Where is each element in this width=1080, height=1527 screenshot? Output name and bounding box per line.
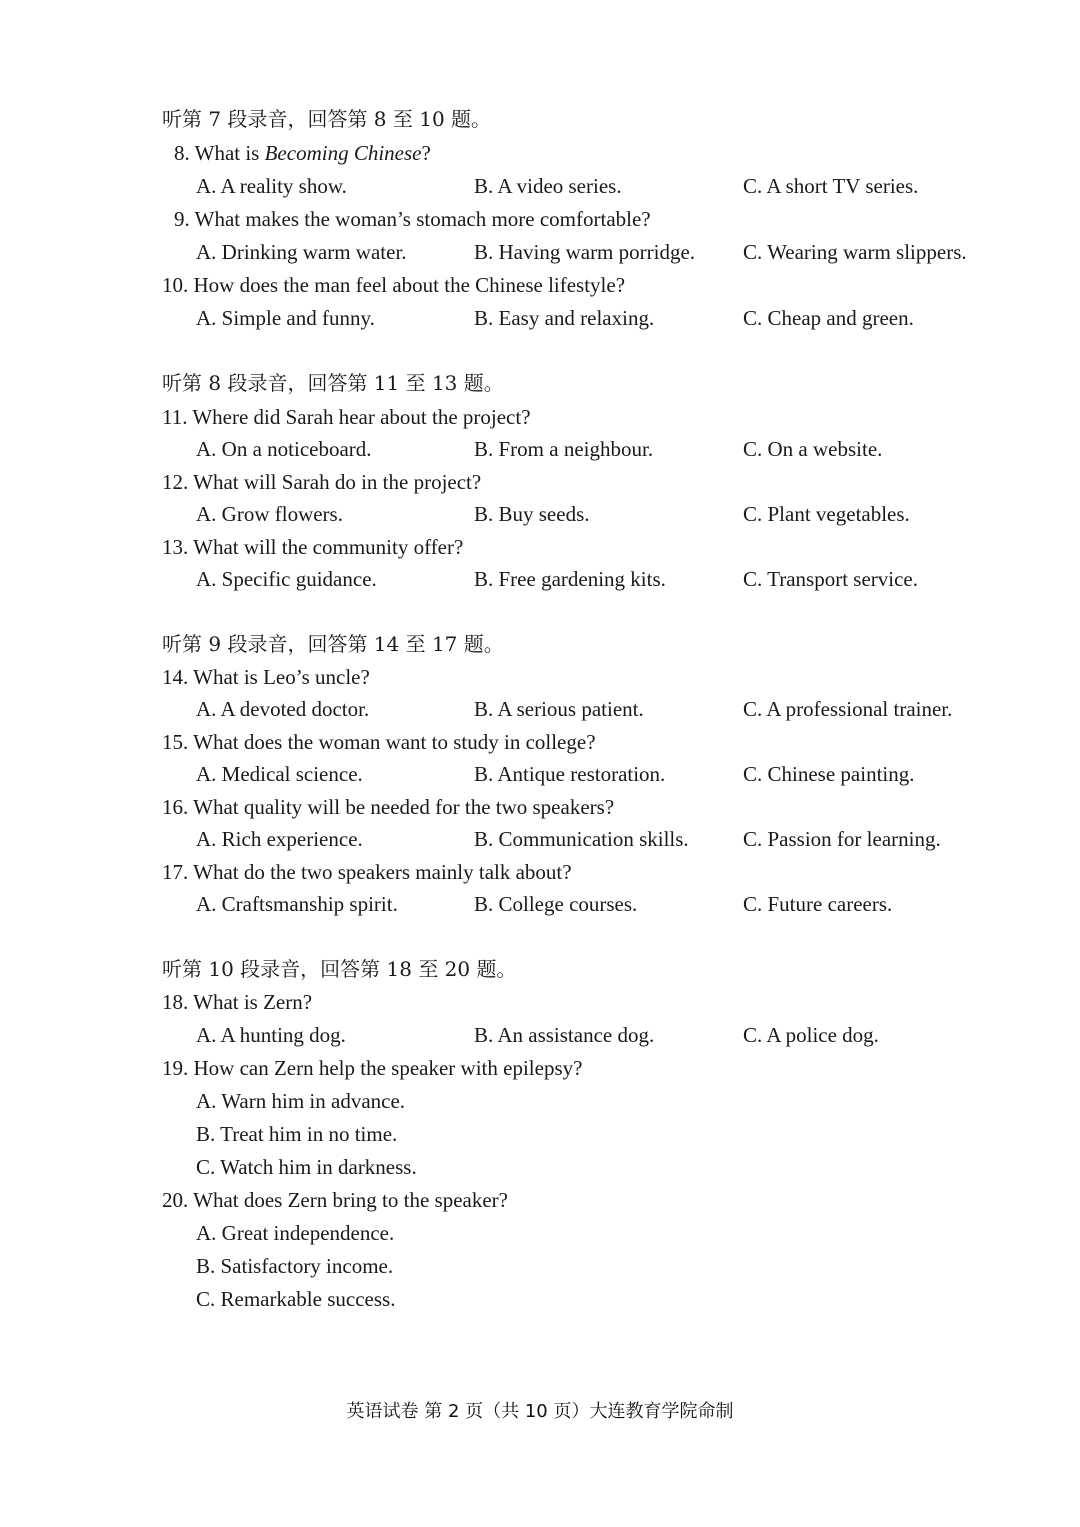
question-stem: 15. What does the woman want to study in college? bbox=[162, 730, 596, 754]
option-a: A. Craftsmanship spirit. bbox=[196, 892, 398, 916]
option-b: B. Antique restoration. bbox=[474, 762, 666, 786]
option-a: A. Rich experience. bbox=[196, 827, 363, 851]
question-stem: 10. How does the man feel about the Chinese lifestyle? bbox=[162, 273, 626, 297]
option-b: B. Satisfactory income. bbox=[196, 1254, 394, 1278]
section-header: 听第 9 段录音，回答第 14 至 17 题。 bbox=[162, 632, 504, 656]
option-c: C. Watch him in darkness. bbox=[196, 1155, 417, 1179]
question-stem: 20. What does Zern bring to the speaker? bbox=[162, 1188, 508, 1212]
question-stem bbox=[174, 140, 431, 166]
option-c: C. A short TV series. bbox=[743, 174, 919, 198]
option-a: A. On a noticeboard. bbox=[196, 437, 372, 461]
option-c: C. A professional trainer. bbox=[743, 697, 953, 721]
option-a: A. Simple and funny. bbox=[196, 306, 375, 330]
question-stem: 19. How can Zern help the speaker with epilepsy? bbox=[162, 1056, 583, 1080]
option-a: A. Grow flowers. bbox=[196, 502, 343, 526]
option-b: B. Treat him in no time. bbox=[196, 1122, 398, 1146]
question-stem: 17. What do the two speakers mainly talk about? bbox=[162, 860, 572, 884]
option-c: C. Wearing warm slippers. bbox=[743, 240, 967, 264]
question-number: 8. bbox=[174, 141, 190, 165]
option-c: C. Transport service. bbox=[743, 567, 918, 591]
question-stem: 11. Where did Sarah hear about the project? bbox=[162, 405, 531, 429]
option-b: B. From a neighbour. bbox=[474, 437, 654, 461]
question-stem: 14. What is Leo’s uncle? bbox=[162, 665, 370, 689]
option-c: C. Passion for learning. bbox=[743, 827, 941, 851]
option-b: B. Buy seeds. bbox=[474, 502, 590, 526]
option-a: A. A devoted doctor. bbox=[196, 697, 370, 721]
option-b: B. Easy and relaxing. bbox=[474, 306, 655, 330]
title-italic: Becoming Chinese bbox=[264, 141, 422, 165]
option-b: B. An assistance dog. bbox=[474, 1023, 655, 1047]
option-c: C. Chinese painting. bbox=[743, 762, 915, 786]
option-a: A. Medical science. bbox=[196, 762, 363, 786]
question-stem: 18. What is Zern? bbox=[162, 990, 313, 1014]
section-header: 听第 7 段录音，回答第 8 至 10 题。 bbox=[162, 107, 492, 131]
option-c: C. Remarkable success. bbox=[196, 1287, 396, 1311]
question-stem: 13. What will the community offer? bbox=[162, 535, 464, 559]
option-a: A. Specific guidance. bbox=[196, 567, 377, 591]
option-c: C. Cheap and green. bbox=[743, 306, 914, 330]
option-a: A. A hunting dog. bbox=[196, 1023, 346, 1047]
option-a: A. Warn him in advance. bbox=[196, 1089, 406, 1113]
option-c: C. Future careers. bbox=[743, 892, 893, 916]
option-c: C. Plant vegetables. bbox=[743, 502, 910, 526]
option-b: B. A serious patient. bbox=[474, 697, 644, 721]
option-c: C. On a website. bbox=[743, 437, 883, 461]
option-a: A. A reality show. bbox=[196, 174, 347, 198]
page-footer: 英语试卷 第 2 页（共 10 页）大连教育学院命制 bbox=[346, 1401, 734, 1422]
option-a: A. Great independence. bbox=[196, 1221, 395, 1245]
question-mark: ? bbox=[421, 141, 431, 165]
option-b: B. A video series. bbox=[474, 174, 622, 198]
option-b: B. Communication skills. bbox=[474, 827, 689, 851]
section-header: 听第 8 段录音，回答第 11 至 13 题。 bbox=[162, 371, 504, 395]
option-b: B. Having warm porridge. bbox=[474, 240, 696, 264]
question-stem: 12. What will Sarah do in the project? bbox=[162, 470, 482, 494]
option-b: B. Free gardening kits. bbox=[474, 567, 666, 591]
option-c: C. A police dog. bbox=[743, 1023, 879, 1047]
option-b: B. College courses. bbox=[474, 892, 638, 916]
option-a: A. Drinking warm water. bbox=[196, 240, 407, 264]
section-header: 听第 10 段录音，回答第 18 至 20 题。 bbox=[162, 957, 517, 981]
question-stem: 9. What makes the woman’s stomach more comfortable? bbox=[174, 207, 651, 231]
question-stem: 16. What quality will be needed for the two speakers? bbox=[162, 795, 615, 819]
question-text: What is bbox=[194, 141, 265, 165]
